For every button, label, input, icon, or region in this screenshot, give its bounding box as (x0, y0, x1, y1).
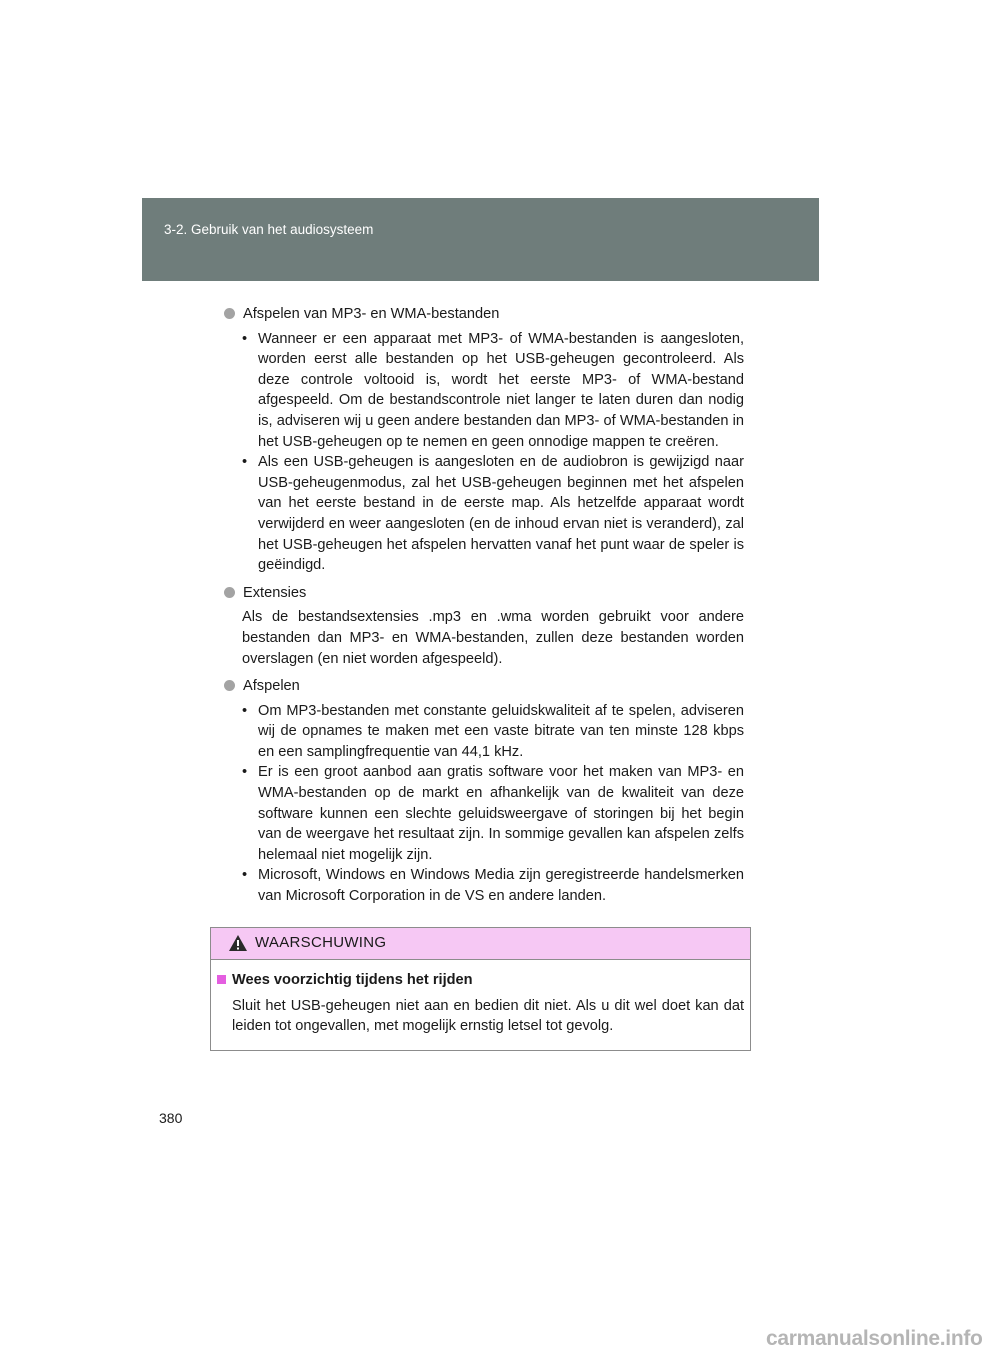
list-item: • Er is een groot aanbod aan gratis software voor het maken van MP3- en WMA-bestanden op de markt en afhankelijk van de kwaliteit van deze software kunnen een slechte geluidsweergave of storingen bij het begin van de weergave het resultaat zijn. In sommige gevallen kan afspelen zelfs helemaal niet mogelijk zijn. (242, 762, 744, 865)
circle-bullet-icon (224, 308, 235, 319)
circle-bullet-icon (224, 680, 235, 691)
list-item: • Wanneer er een apparaat met MP3- of WMA-bestanden is aangesloten, worden eerst alle bestanden op het USB-geheugen gecontroleerd. Als deze controle voltooid is, wordt het eerste MP3- of WMA-bestand afgespeeld. Om de bestandscontrole niet langer te laten duren dan nodig is, adviseren wij u geen andere bestanden dan MP3- of WMA-bestanden in het USB-geheugen op te nemen en geen onnodige mappen te creëren. (242, 329, 744, 453)
warning-subheading (217, 970, 744, 991)
list-item: • Als een USB-geheugen is aangesloten en de audiobron is gewijzigd naar USB-geheugenmodus, zal het USB-geheugen beginnen met het afspelen van het eerste bestand in de eerste map. Als hetzelfde apparaat wordt verwijderd en weer aangesloten (en de inhoud ervan niet is veranderd), zal het USB-geheugen het afspelen hervatten vanaf het punt waar de speler is geëindigd. (242, 452, 744, 576)
warning-triangle-icon (228, 934, 248, 952)
heading-text: Extensies (243, 584, 307, 601)
section-header-bar (142, 198, 819, 281)
section-paragraph: Als de bestandsextensies .mp3 en .wma worden gebruikt voor andere bestanden dan MP3- en WMA-bestanden, zullen deze bestanden worden overslagen (en niet worden afgespeeld). (242, 609, 744, 667)
page-number: 380 (159, 1110, 183, 1126)
warning-header (211, 928, 750, 960)
warning-body (211, 960, 750, 1037)
warning-box (210, 927, 751, 1051)
warning-subheading-text: Wees voorzichtig tijdens het rijden (232, 972, 473, 988)
watermark: carmanualsonline.info (766, 1327, 983, 1350)
warning-text: Sluit het USB-geheugen niet aan en bedien dit niet. Als u dit wel doet kan dat leiden tot ongevallen, met mogelijk ernstig letsel tot gevolg. (232, 997, 744, 1035)
section-afspelen (224, 676, 744, 907)
section-title: 3-2. Gebruik van het audiosysteem (164, 222, 374, 237)
list-item: • Om MP3-bestanden met constante geluidskwaliteit af te spelen, adviseren wij de opnames te maken met een vaste bitrate van ten minste 128 kbps en een samplingfrequentie van 44,1 kHz. (242, 701, 744, 763)
main-content (224, 304, 744, 914)
section-heading (224, 676, 744, 697)
square-bullet-icon (217, 975, 226, 984)
bullet-list (224, 329, 744, 576)
section-heading (224, 304, 744, 325)
warning-title: WAARSCHUWING (255, 934, 387, 951)
list-item: • Microsoft, Windows en Windows Media zijn geregistreerde handelsmerken van Microsoft Corporation in de VS en andere landen. (242, 865, 744, 906)
circle-bullet-icon (224, 587, 235, 598)
section-heading (224, 583, 744, 604)
bullet-list (224, 701, 744, 907)
section-extensies (224, 583, 744, 669)
heading-text: Afspelen van MP3- en WMA-bestanden (243, 306, 500, 322)
heading-text: Afspelen (243, 678, 300, 695)
section-mp3-wma (224, 304, 744, 576)
